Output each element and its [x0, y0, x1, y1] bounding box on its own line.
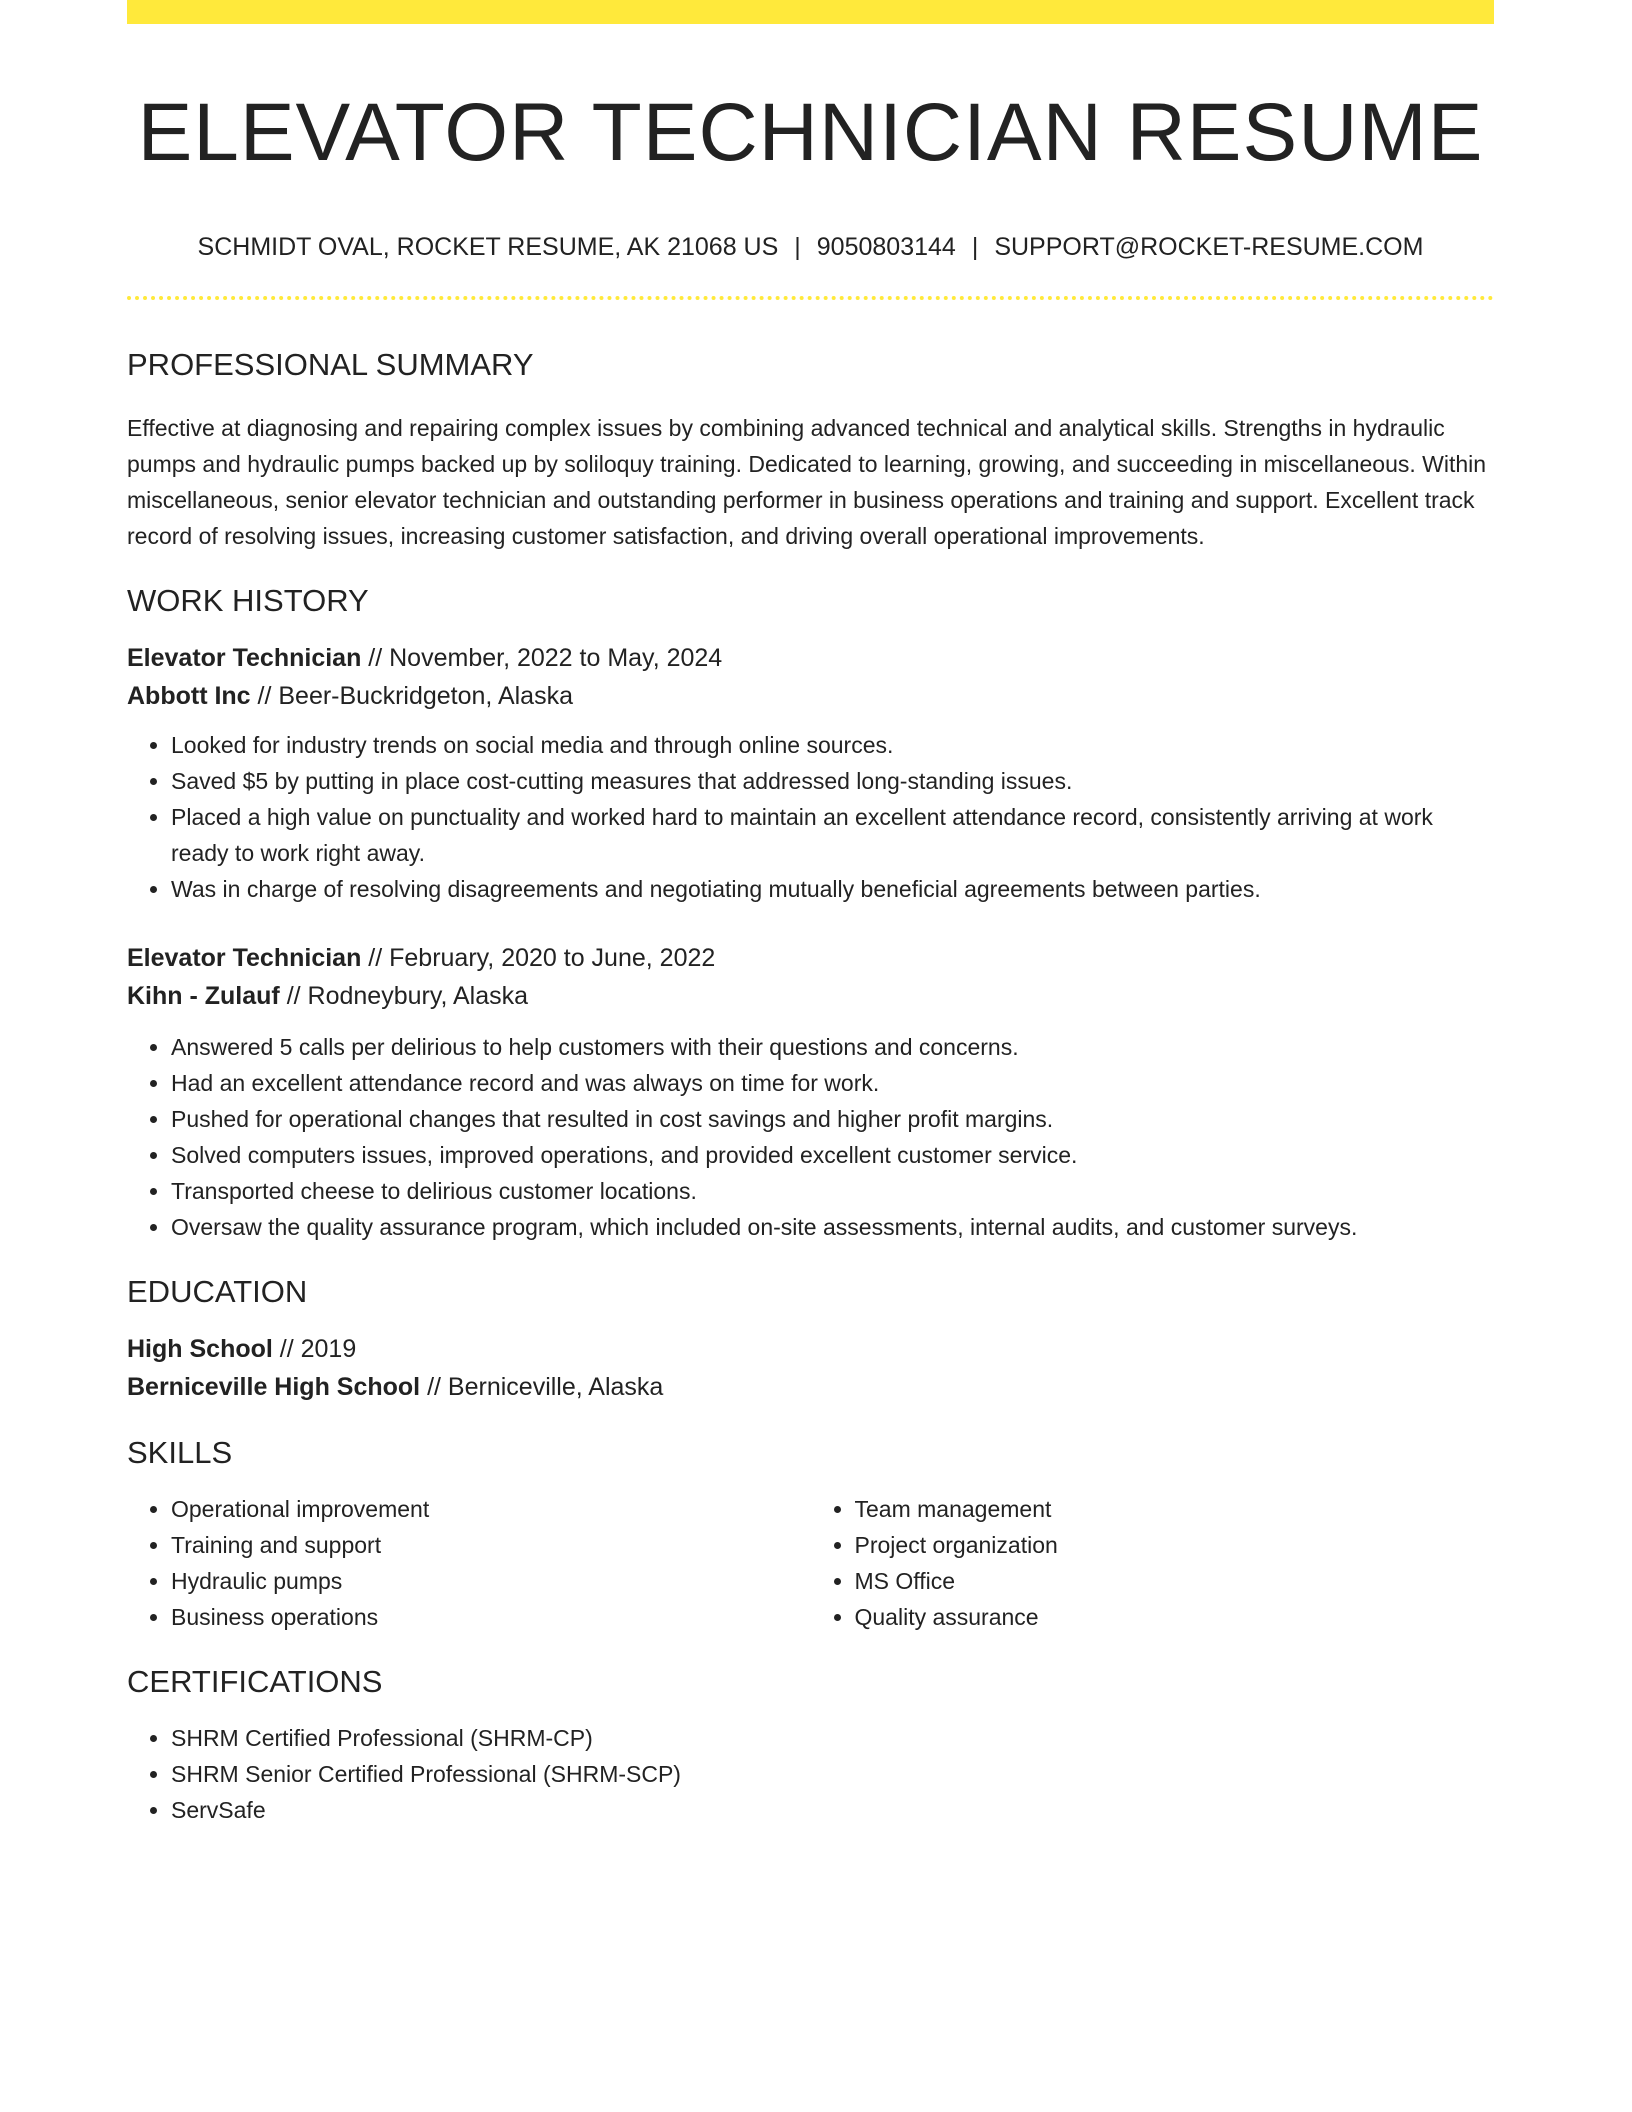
education-entry [127, 1330, 1494, 1406]
job-title-line [127, 639, 1494, 677]
skills-grid [127, 1491, 1494, 1635]
job-entry [127, 939, 1494, 1245]
list-item: • Answered 5 calls per delirious to help customers with their questions and concerns. [171, 1029, 1494, 1065]
skills-column-right [811, 1491, 1495, 1635]
list-item: • Training and support [171, 1527, 811, 1563]
education-degree-line [127, 1330, 1494, 1368]
job-bullets [127, 1029, 1494, 1245]
list-item: • Looked for industry trends on social media and through online sources. [171, 727, 1494, 763]
top-accent-bar [127, 0, 1494, 24]
list-item: • SHRM Certified Professional (SHRM-CP) [171, 1720, 1494, 1756]
education-school-line [127, 1368, 1494, 1406]
list-item: • Team management [855, 1491, 1495, 1527]
list-item: • Project organization [855, 1527, 1495, 1563]
job-title-line [127, 939, 1494, 977]
job-company-line [127, 677, 1494, 715]
list-item: • Saved $5 by putting in place cost-cutting measures that addressed long-standing issues. [171, 763, 1494, 799]
list-item: • Business operations [171, 1599, 811, 1635]
list-item: • Operational improvement [171, 1491, 811, 1527]
job-title: Elevator Technician [127, 643, 362, 672]
job-location: // Beer-Buckridgeton, Alaska [250, 681, 573, 710]
section-heading-certifications: CERTIFICATIONS [127, 1664, 383, 1700]
section-heading-summary: PROFESSIONAL SUMMARY [127, 347, 534, 383]
education-degree: High School [127, 1334, 273, 1363]
section-heading-skills: SKILLS [127, 1434, 233, 1470]
contact-separator: | [794, 233, 801, 262]
job-company: Abbott Inc [127, 681, 251, 710]
dotted-divider [127, 296, 1494, 300]
contact-address: SCHMIDT OVAL, ROCKET RESUME, AK 21068 US [197, 233, 779, 262]
certifications-list [127, 1720, 1494, 1828]
education-location: // Berniceville, Alaska [420, 1372, 664, 1401]
resume-title: ELEVATOR TECHNICIAN RESUME [137, 87, 1484, 178]
job-bullets [127, 727, 1494, 907]
job-title: Elevator Technician [127, 943, 362, 972]
list-item: • Pushed for operational changes that resulted in cost savings and higher profit margins. [171, 1101, 1494, 1137]
list-item: • Was in charge of resolving disagreements and negotiating mutually beneficial agreements between parties. [171, 871, 1494, 907]
job-dates: // February, 2020 to June, 2022 [361, 943, 716, 972]
section-heading-education: EDUCATION [127, 1273, 308, 1309]
summary-text: Effective at diagnosing and repairing complex issues by combining advanced technical and analytical skills. Strengths in hydraulic pumps and hydraulic pumps backed up by soliloquy training. Dedicated to learning, growing, and succeeding in miscellaneous. Within miscellaneous, senior elevator technician and outstanding performer in business operations and training and support. Excellent track record of resolving issues, increasing customer satisfaction, and driving overall operational improvements. [127, 414, 1487, 549]
list-item: • Had an excellent attendance record and was always on time for work. [171, 1065, 1494, 1101]
list-item: • ServSafe [171, 1792, 1494, 1828]
list-item: • Oversaw the quality assurance program, which included on-site assessments, internal audits, and customer surveys. [171, 1209, 1494, 1245]
education-school: Berniceville High School [127, 1372, 421, 1401]
job-dates: // November, 2022 to May, 2024 [361, 643, 723, 672]
job-company-line [127, 977, 1494, 1015]
job-company: Kihn - Zulauf [127, 981, 280, 1010]
job-entry [127, 639, 1494, 907]
contact-line [127, 232, 1494, 262]
list-item: • Hydraulic pumps [171, 1563, 811, 1599]
education-year: // 2019 [272, 1334, 357, 1363]
list-item: • Transported cheese to delirious customer locations. [171, 1173, 1494, 1209]
contact-separator: | [971, 233, 979, 262]
list-item: • Solved computers issues, improved operations, and provided excellent customer service. [171, 1137, 1494, 1173]
list-item: • MS Office [855, 1563, 1495, 1599]
list-item: • Quality assurance [855, 1599, 1495, 1635]
list-item: • SHRM Senior Certified Professional (SHRM-SCP) [171, 1756, 1494, 1792]
job-location: // Rodneybury, Alaska [279, 981, 529, 1010]
list-item: • Placed a high value on punctuality and worked hard to maintain an excellent attendance record, consistently arriving at work ready to work right away. [171, 799, 1494, 871]
skills-column-left [127, 1491, 811, 1635]
contact-phone: 9050803144 [816, 233, 956, 262]
contact-email: SUPPORT@ROCKET-RESUME.COM [994, 233, 1424, 262]
resume-page [127, 0, 1494, 1828]
section-heading-work: WORK HISTORY [127, 582, 369, 618]
